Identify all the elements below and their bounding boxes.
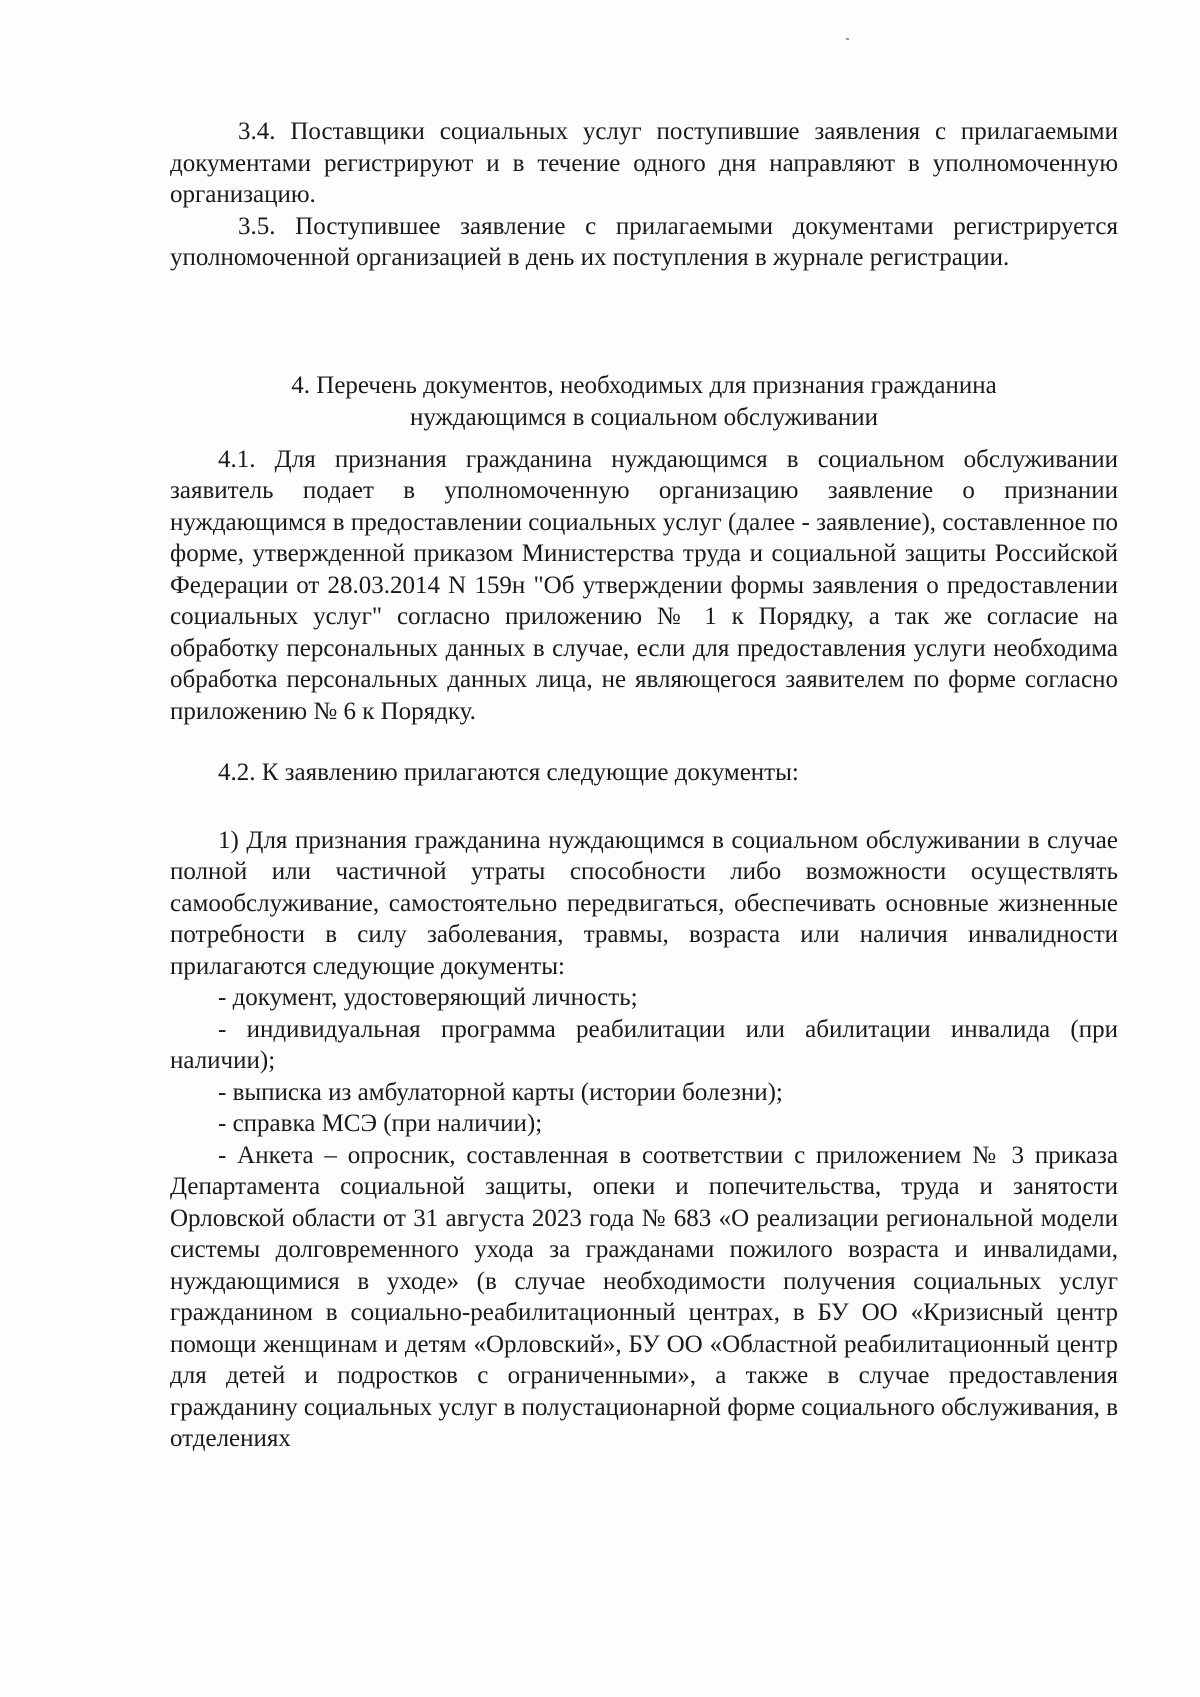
scan-mark [846,38,849,40]
list-item: - справка МСЭ (при наличии); [218,1110,543,1137]
section-4-heading-line-1: 4. Перечень документов, необходимых для признания гражданина [291,371,997,399]
document-body [170,116,1118,1455]
list-item: - Анкета – опросник, составленная в соответствии с приложением № 3 приказа Департамента социальной защиты, опеки и попечительства, труда и занятости Орловской области от 31 августа 2023 года № 683 «О реализации региональной модели системы долговременного ухода за гражданами пожилого возраста и инвалидами, нуждающимися в уходе» (в случае необходимости получения социальных услуг гражданином в социально-реабилитационный центрах, в БУ ОО «Кризисный центр помощи женщинам и детям «Орловский», БУ ОО «Областной реабилитационный центр для детей и подростков с ограниченными», а также в случае предоставления гражданину социальных услуг в полустационарной форме социального обслуживания, в отделениях [170,1141,1118,1452]
section-4-heading-line-2: нуждающимся в социальном обслуживании [409,403,878,431]
list-item: - документ, удостоверяющий личность; [218,984,638,1011]
list-item: - индивидуальная программа реабилитации или абилитации инвалида (при наличии); [170,1015,1118,1074]
paragraph-item-1: 1) Для признания гражданина нуждающимся в социальном обслуживании в случае полной или частичной утраты способности либо возможности осуществлять самообслуживание, самостоятельно передвигаться, обеспечивать основные жизненные потребности в силу заболевания, травмы, возраста или наличия инвалидности прилагаются следующие документы: [170,826,1118,980]
section-4-heading [170,370,1118,434]
list-item: - выписка из амбулаторной карты (истории болезни); [218,1078,783,1106]
paragraph-4-1: 4.1. Для признания гражданина нуждающимся в социальном обслуживании заявитель подает в уполномоченную организацию заявление о признании нуждающимся в предоставлении социальных услуг (далее - заявление), составленное по форме, утвержденной приказом Министерства труда и социальной защиты Российской Федерации от 28.03.2014 N 159н "Об утверждении формы заявления о предоставлении социальных услуг" согласно приложению № 1 к Порядку, а так же согласие на обработку персональных данных в случае, если для предоставления услуги необходима обработка персональных данных лица, не являющегося заявителем по форме согласно приложению № 6 к Порядку. [170,445,1118,725]
paragraph-3-4: 3.4. Поставщики социальных услуг поступившие заявления с прилагаемыми документами регистрируют и в течение одного дня направляют в уполномоченную организацию. [170,118,1118,208]
paragraph-4-2: 4.2. К заявлению прилагаются следующие документы: [218,759,799,786]
paragraph-3-5: 3.5. Поступившее заявление с прилагаемыми документами регистрируется уполномоченной организацией в день их поступления в журнале регистрации. [170,212,1118,271]
